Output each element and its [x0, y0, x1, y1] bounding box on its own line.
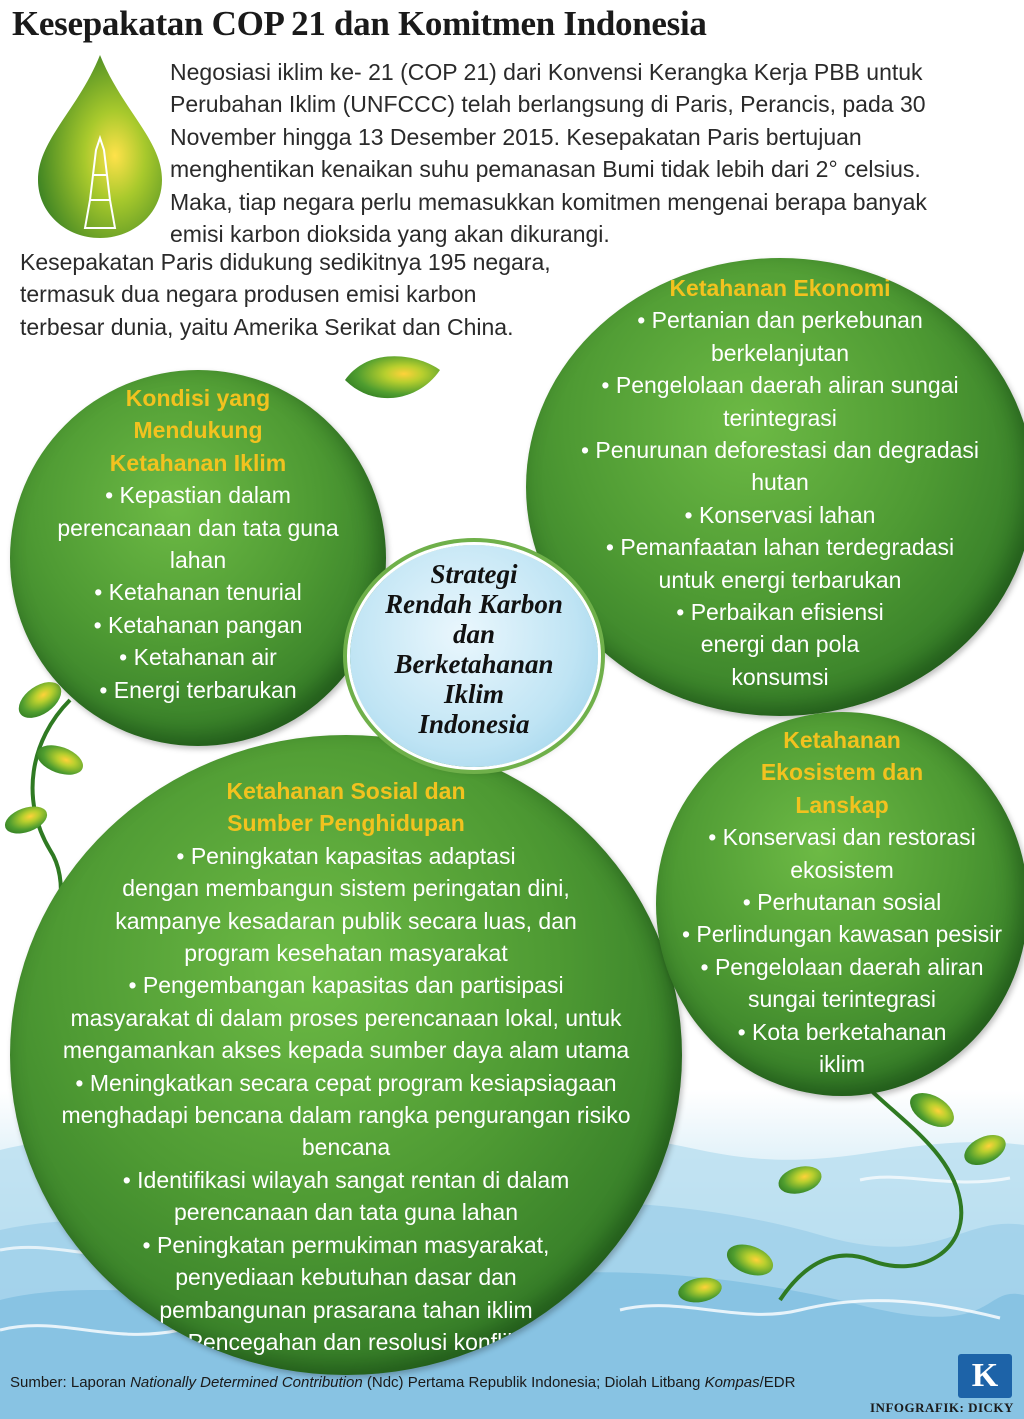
center-line: Strategi	[430, 559, 518, 589]
bullet-line: • Ketahanan tenurial	[94, 579, 302, 606]
circle-heading: Ekosistem dan	[760, 759, 924, 786]
bullet-line: hutan	[751, 469, 809, 496]
bullet-line: iklim	[819, 1051, 865, 1078]
bullet-line: program kesehatan masyarakat	[184, 940, 508, 967]
bullet-line: • Identifikasi wilayah sangat rentan di dalam	[122, 1166, 570, 1193]
source-suffix: /EDR	[759, 1374, 796, 1391]
infographic-credit: INFOGRAFIK: DICKY	[870, 1400, 1014, 1415]
intro-paragraph	[170, 56, 1000, 250]
bullet-line: pembangunan prasarana tahan iklim	[159, 1296, 533, 1323]
support-line: termasuk dua negara produsen emisi karbon	[20, 281, 477, 308]
source-footer	[10, 1374, 795, 1391]
circle-heading: Ketahanan	[783, 727, 901, 753]
circle-heading: Sumber Penghidupan	[227, 810, 465, 837]
intro-line: Maka, tiap negara perlu memasukkan komitmen mengenai berapa banyak	[170, 188, 927, 215]
circle-heading: Ketahanan Ekonomi	[669, 275, 891, 301]
kompas-logo: K	[958, 1354, 1012, 1398]
circle-heading: Ketahanan Sosial dan	[226, 778, 466, 804]
bullet-line: • Pemanfaatan lahan terdegradasi	[605, 534, 955, 561]
bullet-line: perencanaan dan tata guna lahan	[173, 1199, 519, 1226]
bullet-line: energi dan pola	[700, 631, 860, 658]
bullet-line: perencanaan dan tata guna	[57, 514, 339, 541]
bullet-line: • Ketahanan pangan	[93, 611, 303, 638]
bullet-line: penyediaan kebutuhan dasar dan	[175, 1264, 517, 1291]
bullet-line: konsumsi	[731, 663, 829, 690]
circle-ketahanan-ekonomi-text	[526, 272, 1024, 693]
circle-ketahanan-ekonomi	[526, 258, 1024, 716]
page-title: Kesepakatan COP 21 dan Komitmen Indonesia	[12, 4, 707, 43]
circle-kondisi	[10, 370, 386, 746]
bullet-line: terintegrasi	[723, 404, 837, 431]
intro-line: emisi karbon dioksida yang akan dikurangi.	[170, 221, 610, 248]
bullet-line: • Pengelolaan daerah aliran sungai	[601, 372, 959, 399]
center-line: Indonesia	[418, 709, 530, 739]
support-line: Kesepakatan Paris didukung sedikitnya 195 negara,	[20, 249, 551, 275]
circle-ketahanan-ekosistem-text	[656, 724, 1024, 1080]
support-line: terbesar dunia, yaitu Amerika Serikat dan China.	[20, 313, 514, 340]
bullet-line: • Energi terbarukan	[99, 676, 297, 703]
bullet-line: • Konservasi dan restorasi	[708, 824, 976, 851]
bullet-line: berkelanjutan	[710, 339, 850, 366]
bullet-line: dengan membangun sistem peringatan dini,	[122, 875, 570, 902]
center-line: Iklim	[443, 679, 504, 709]
intro-line: menghentikan kenaikan suhu pemanasan Bumi tidak lebih dari 2° celsius.	[170, 156, 921, 183]
intro-line: Perubahan Iklim (UNFCCC) telah berlangsung di Paris, Perancis, pada 30	[170, 91, 926, 118]
bullet-line: • Perlindungan kawasan pesisir	[681, 921, 1002, 948]
bullet-line: masyarakat di dalam proses perencanaan lokal, untuk	[70, 1004, 622, 1031]
center-line: Berketahanan	[394, 649, 554, 679]
source-prefix: Sumber: Laporan	[10, 1374, 131, 1391]
bullet-line: • Pencegahan dan resolusi konflik	[173, 1328, 519, 1355]
circle-ketahanan-sosial-text	[10, 775, 682, 1358]
intro-line: November hingga 13 Desember 2015. Kesepakatan Paris bertujuan	[170, 123, 862, 150]
bullet-line: menghadapi bencana dalam rangka pengurangan risiko	[61, 1102, 631, 1129]
center-line: dan	[452, 619, 496, 649]
bullet-line: bencana	[301, 1134, 391, 1161]
circle-kondisi-text	[10, 382, 386, 706]
circle-heading: Kondisi yang	[125, 385, 271, 411]
bullet-line: • Perhutanan sosial	[742, 889, 942, 916]
bullet-line: • Peningkatan kapasitas adaptasi	[176, 842, 516, 869]
circle-heading: Lanskap	[795, 791, 889, 818]
circle-ketahanan-ekosistem	[656, 712, 1024, 1096]
bullet-line: lahan	[169, 547, 227, 574]
bullet-line: • Meningkatkan secara cepat program kesiapsiagaan	[75, 1069, 617, 1096]
center-strategy-text	[350, 559, 598, 739]
bullet-line: • Ketahanan air	[119, 644, 277, 671]
bullet-line: • Peningkatan permukiman masyarakat,	[142, 1231, 550, 1258]
bullet-line: kampanye kesadaran publik secara luas, dan	[115, 907, 577, 934]
center-line: Rendah Karbon	[385, 589, 563, 619]
bullet-line: untuk energi terbarukan	[658, 566, 902, 593]
source-italic-1: Nationally Determined Contribution	[130, 1374, 363, 1391]
circle-ketahanan-sosial	[10, 735, 682, 1375]
intro-line: Negosiasi iklim ke- 21 (COP 21) dari Konvensi Kerangka Kerja PBB untuk	[170, 59, 923, 85]
source-middle: (Ndc) Pertama Republik Indonesia; Diolah Litbang	[362, 1374, 705, 1391]
bullet-line: • Pertanian dan perkebunan	[637, 307, 923, 334]
bullet-line: • Perbaikan efisiensi	[676, 599, 884, 626]
circle-heading: Ketahanan Iklim	[109, 449, 287, 476]
center-strategy-circle	[350, 545, 598, 767]
drop-icon	[38, 55, 162, 238]
bullet-line: sungai terintegrasi	[748, 986, 936, 1013]
bullet-line: • Pengelolaan daerah aliran	[700, 953, 984, 980]
bullet-line: • Konservasi lahan	[684, 501, 876, 528]
source-italic-2: Kompas	[704, 1374, 760, 1391]
circle-heading: Mendukung	[133, 417, 263, 444]
support-paragraph	[20, 246, 580, 343]
bullet-line: mengamankan akses kepada sumber daya alam utama	[62, 1037, 630, 1064]
bullet-line: • Pengembangan kapasitas dan partisipasi	[128, 972, 564, 999]
bullet-line: • Penurunan deforestasi dan degradasi	[580, 437, 980, 464]
bullet-line: • Kota berketahanan	[737, 1018, 947, 1045]
bullet-line: • Kepastian dalam	[105, 482, 291, 509]
bullet-line: ekosistem	[790, 856, 894, 883]
